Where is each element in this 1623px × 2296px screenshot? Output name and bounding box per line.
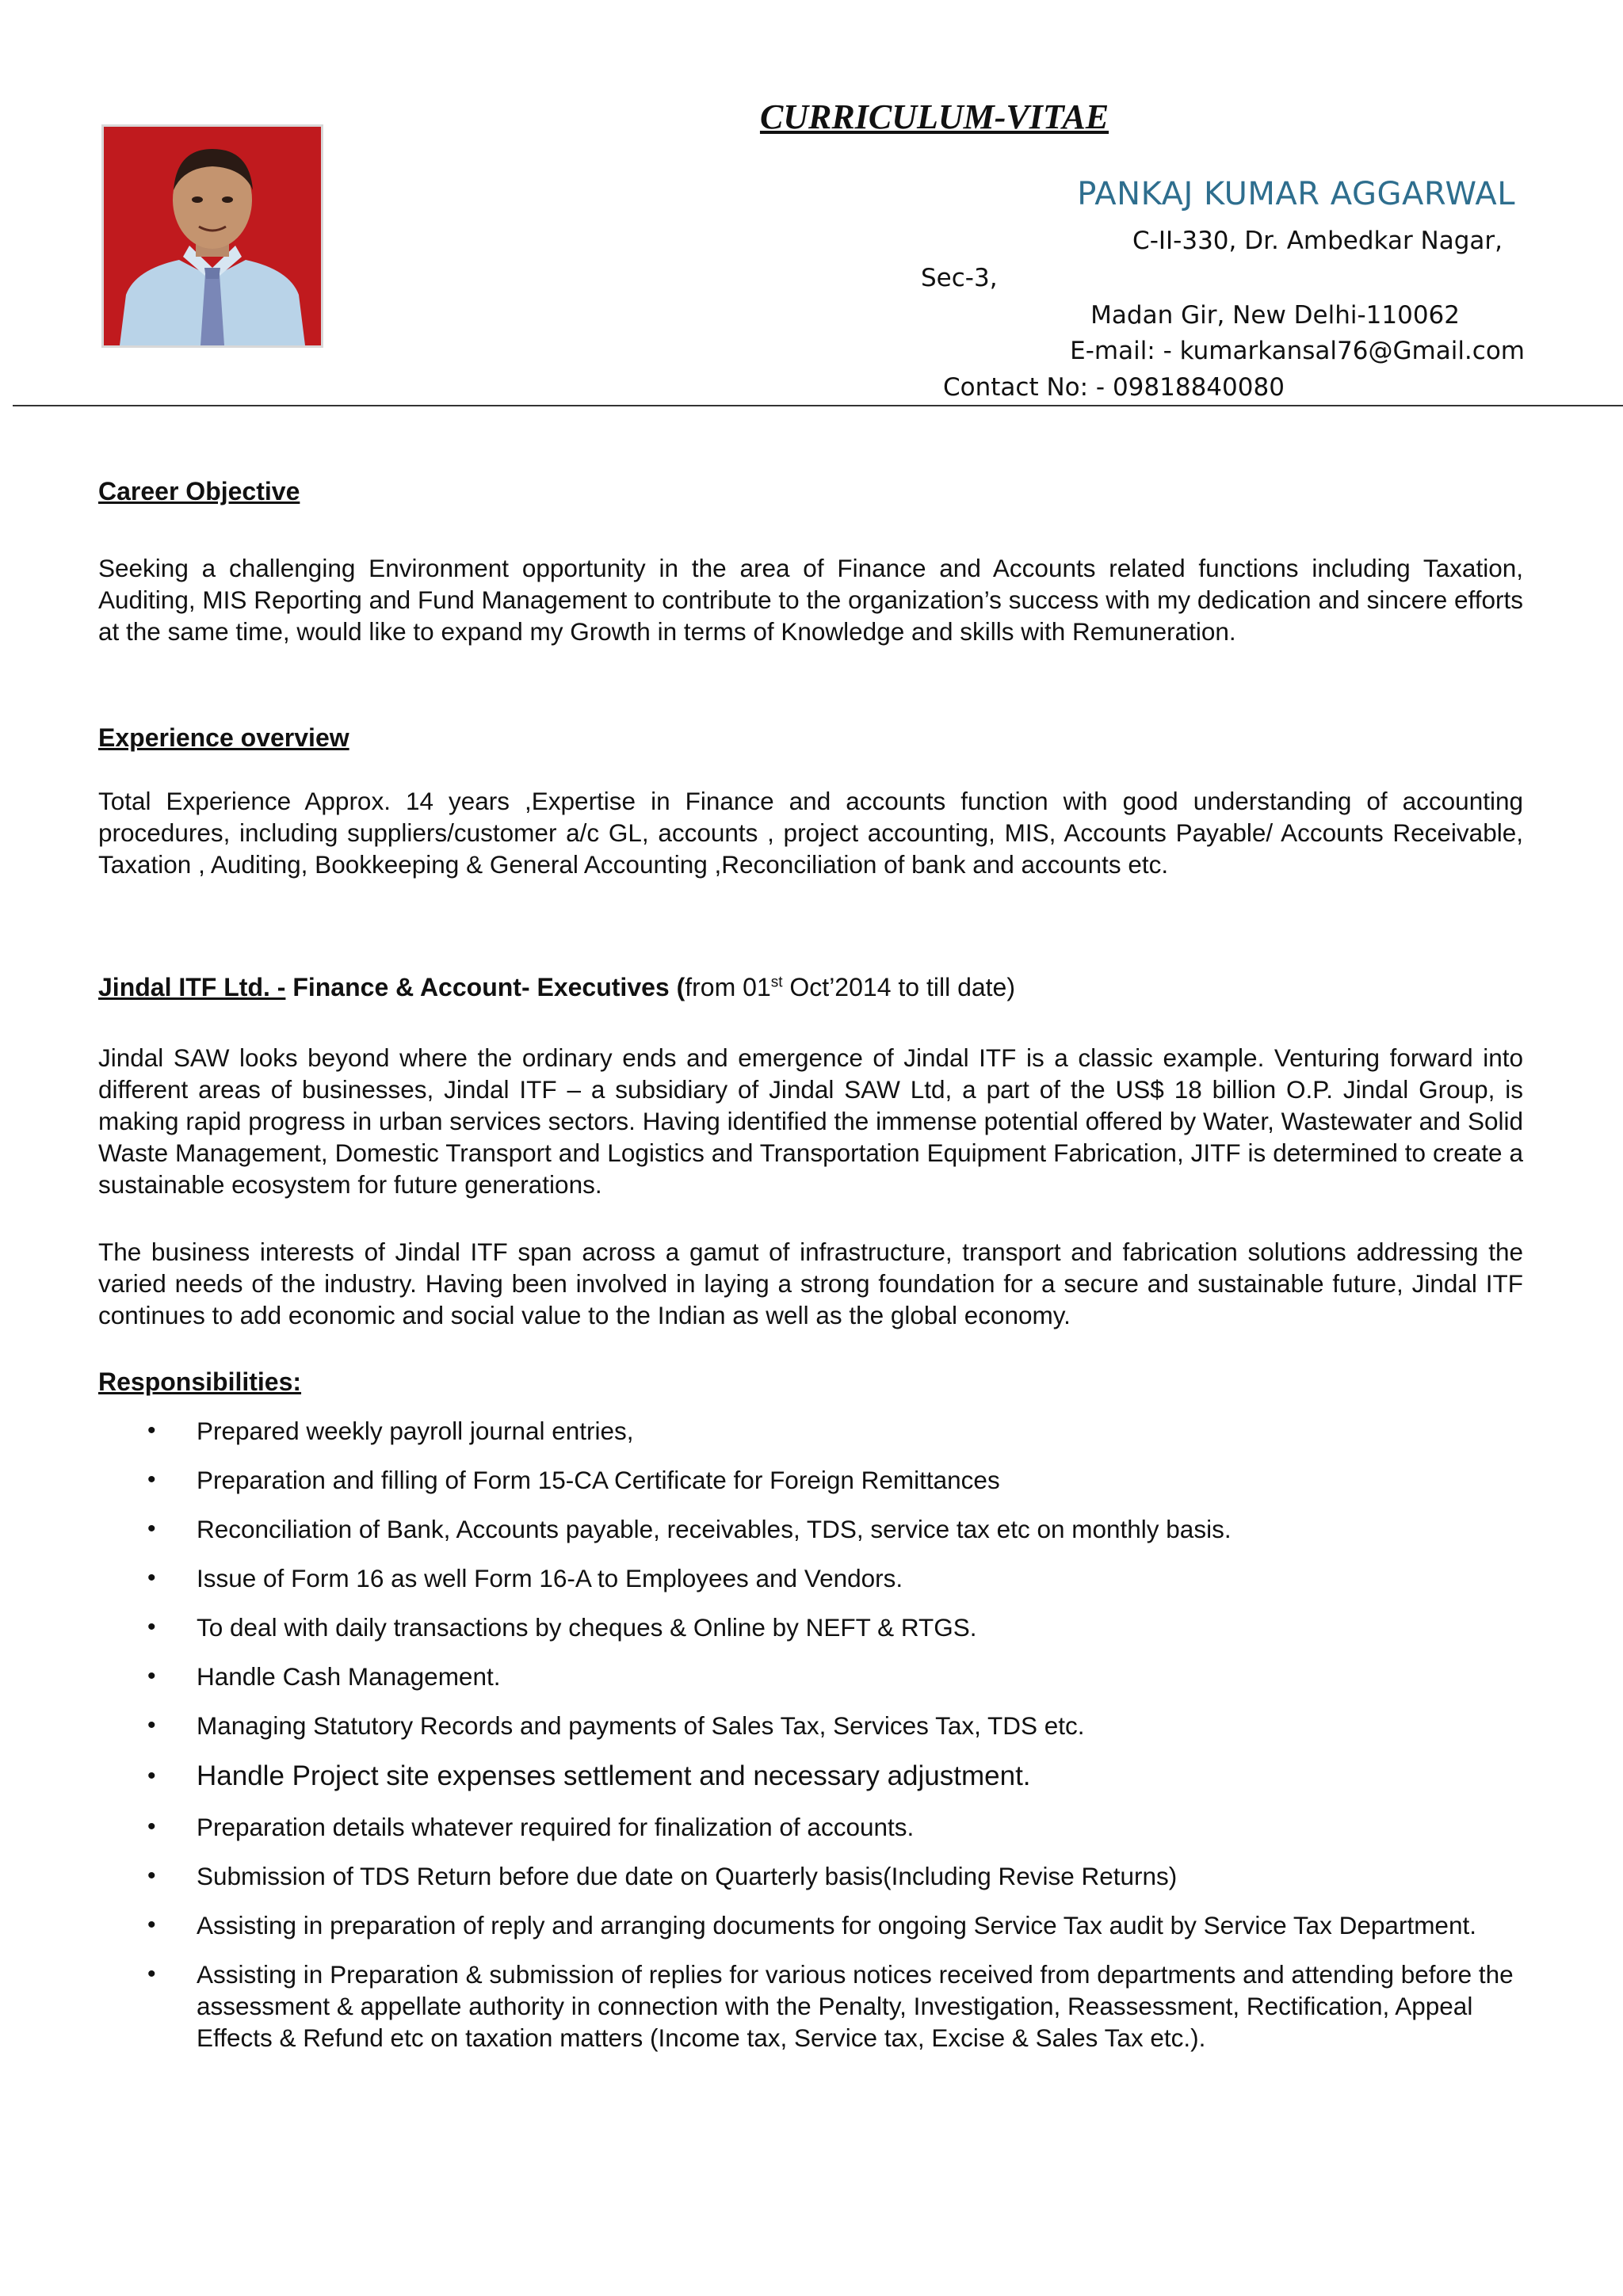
list-item: • Preparation details whatever required for finalization of accounts. bbox=[98, 1811, 1525, 1843]
responsibilities-list bbox=[98, 1415, 1525, 2071]
candidate-name: PANKAJ KUMAR AGGARWAL bbox=[1077, 176, 1515, 212]
responsibilities-heading: Responsibilities: bbox=[98, 1367, 302, 1396]
job-period: Oct’2014 to till date) bbox=[782, 973, 1015, 1001]
address-line-3: Madan Gir, New Delhi-110062 bbox=[1090, 301, 1460, 330]
address-line-2: Sec-3, bbox=[921, 264, 998, 292]
profile-photo bbox=[101, 124, 323, 348]
career-objective-heading: Career Objective bbox=[98, 477, 300, 505]
experience-overview-text: Total Experience Approx. 14 years ,Expertise in Finance and accounts function with good understanding of accounting procedures, including suppliers/customer a/c GL, accounts , project accounting, MIS, Accounts Payable/ Accounts Receivable, Taxation , Auditing, Bookkeeping & General Accounting ,Reconciliation of bank and accounts etc. bbox=[98, 787, 1523, 879]
company-name: Jindal ITF Ltd. - bbox=[98, 973, 286, 1001]
contact-line: Contact No: - 09818840080 bbox=[943, 373, 1285, 402]
job-title-line bbox=[98, 973, 1015, 1002]
list-item: • Prepared weekly payroll journal entries, bbox=[98, 1415, 1525, 1447]
job-from: from 01 bbox=[685, 973, 771, 1001]
email-line: E-mail: - kumarkansal76@Gmail.com bbox=[1070, 337, 1525, 365]
list-item: • Assisting in Preparation & submission of replies for various notices received from departments and attending before the assessment & appellate authority in connection with the Penalty, Investigation, Reassessment, Rectification, Appeal Effects & Refund etc on taxation matters (Income tax, Service tax, Excise & Sales Tax etc.). bbox=[98, 1958, 1525, 2054]
list-item: • Preparation and filling of Form 15-CA Certificate for Foreign Remittances bbox=[98, 1464, 1525, 1496]
list-item: • Submission of TDS Return before due date on Quarterly basis(Including Revise Returns) bbox=[98, 1860, 1525, 1892]
list-item: • Managing Statutory Records and payments of Sales Tax, Services Tax, TDS etc. bbox=[98, 1710, 1525, 1741]
address-line-1: C-II-330, Dr. Ambedkar Nagar, bbox=[1132, 227, 1503, 255]
company-description-1: Jindal SAW looks beyond where the ordinary ends and emergence of Jindal ITF is a classic example. Venturing forward into different areas of businesses, Jindal ITF – a subsidiary of Jindal SAW Ltd, a part of the US$ 18 billion O.P. Jindal Group, is making rapid progress in urban services sectors. Having identified the immense potential offered by Water, Wastewater and Solid Waste Management, Domestic Transport and Logistics and Transportation Equipment Fabrication, JITF is determined to create a sustainable ecosystem for future generations. bbox=[98, 1043, 1523, 1199]
list-item: • Handle Cash Management. bbox=[98, 1661, 1525, 1692]
list-item: • To deal with daily transactions by cheques & Online by NEFT & RTGS. bbox=[98, 1611, 1525, 1643]
list-item: • Assisting in preparation of reply and arranging documents for ongoing Service Tax audit by Service Tax Department. bbox=[98, 1909, 1525, 1941]
list-item: • Reconciliation of Bank, Accounts payable, receivables, TDS, service tax etc on monthly basis. bbox=[98, 1513, 1525, 1545]
career-objective-text: Seeking a challenging Environment opportunity in the area of Finance and Accounts related functions including Taxation, Auditing, MIS Reporting and Fund Management to contribute to the organization’s success with my dedication and sincere efforts at the same time, would like to expand my Growth in terms of Knowledge and skills with Remuneration. bbox=[98, 554, 1523, 646]
list-item: • Handle Project site expenses settlement and necessary adjustment. bbox=[98, 1759, 1525, 1794]
job-role: Finance & Account- Executives ( bbox=[285, 973, 685, 1001]
experience-overview-heading: Experience overview bbox=[98, 723, 349, 752]
company-description-2: The business interests of Jindal ITF span across a gamut of infrastructure, transport and fabrication solutions addressing the varied needs of the industry. Having been involved in laying a strong foundation for a secure and sustainable future, Jindal ITF continues to add economic and social value to the Indian as well as the global economy. bbox=[98, 1238, 1523, 1329]
list-item: • Issue of Form 16 as well Form 16-A to Employees and Vendors. bbox=[98, 1562, 1525, 1594]
person-portrait-icon bbox=[104, 127, 321, 345]
header-divider bbox=[13, 405, 1623, 406]
document-title: CURRICULUM-VITAE bbox=[759, 97, 1109, 136]
job-date-suffix: st bbox=[770, 974, 783, 991]
